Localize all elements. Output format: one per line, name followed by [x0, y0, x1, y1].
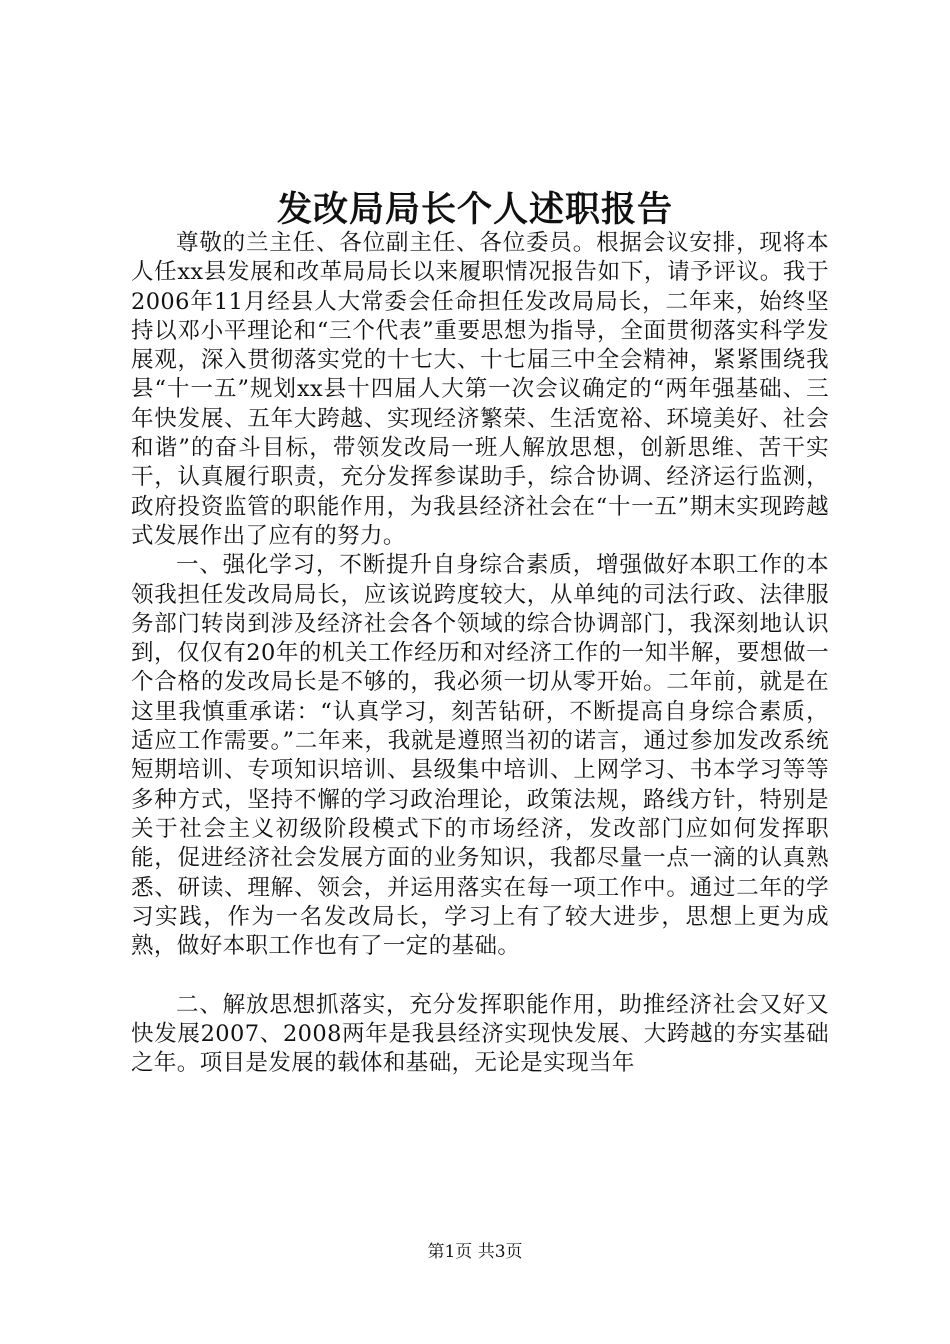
paragraph-section-2: 二、解放思想抓落实，充分发挥职能作用，助推经济社会又好又快发展2007、2008两年是我县经济实现快发展、大跨越的夯实基础之年。项目是发展的载体和基础，无论是实现当年 [131, 991, 829, 1077]
paragraph-intro: 尊敬的兰主任、各位副主任、各位委员。根据会议安排，现将本人任xx县发展和改革局局长以来履职情况报告如下，请予评议。我于2006年11月经县人大常委会任命担任发改局局长，二年来，始终坚持以邓小平理论和“三个代表”重要思想为指导，全面贯彻落实科学发展观，深入贯彻落实党的十七大、十七届三中全会精神，紧紧围绕我县“十一五”规划xx县十四届人大第一次会议确定的“两年强基础、三年快发展、五年大跨越、实现经济繁荣、生活宽裕、环境美好、社会和谐”的奋斗目标，带领发改局一班人解放思想，创新思维、苦干实干，认真履行职责，充分发挥参谋助手，综合协调、经济运行监测，政府投资监管的职能作用，为我县经济社会在“十一五”期末实现跨越式发展作出了应有的努力。 [131, 230, 829, 549]
document-title: 发改局局长个人述职报告 [276, 189, 673, 230]
paragraph-section-1: 一、强化学习，不断提升自身综合素质，增强做好本职工作的本领我担任发改局局长，应该说跨度较大，从单纯的司法行政、法律服务部门转岗到涉及经济社会各个领域的综合协调部门，我深刻地认识到，仅仅有20年的机关工作经历和对经济工作的一知半解，要想做一个合格的发改局长是不够的，我必须一切从零开始。二年前，就是在这里我慎重承诺：“认真学习，刻苦钻研，不断提高自身综合素质，适应工作需要。”二年来，我就是遵照当初的诺言，通过参加发改系统短期培训、专项知识培训、县级集中培训、上网学习、书本学习等等多种方式，坚持不懈的学习政治理论，政策法规，路线方针，特别是关于社会主义初级阶段模式下的市场经济，发改部门应如何发挥职能，促进经济社会发展方面的业务知识，我都尽量一点一滴的认真熟悉、研读、理解、领会，并运用落实在每一项工作中。通过二年的学习实践，作为一名发改局长，学习上有了较大进步，思想上更为成熟，做好本职工作也有了一定的基础。 [131, 552, 829, 960]
page-footer: 第1页 共3页 [427, 1242, 523, 1262]
document-body [131, 229, 829, 1079]
